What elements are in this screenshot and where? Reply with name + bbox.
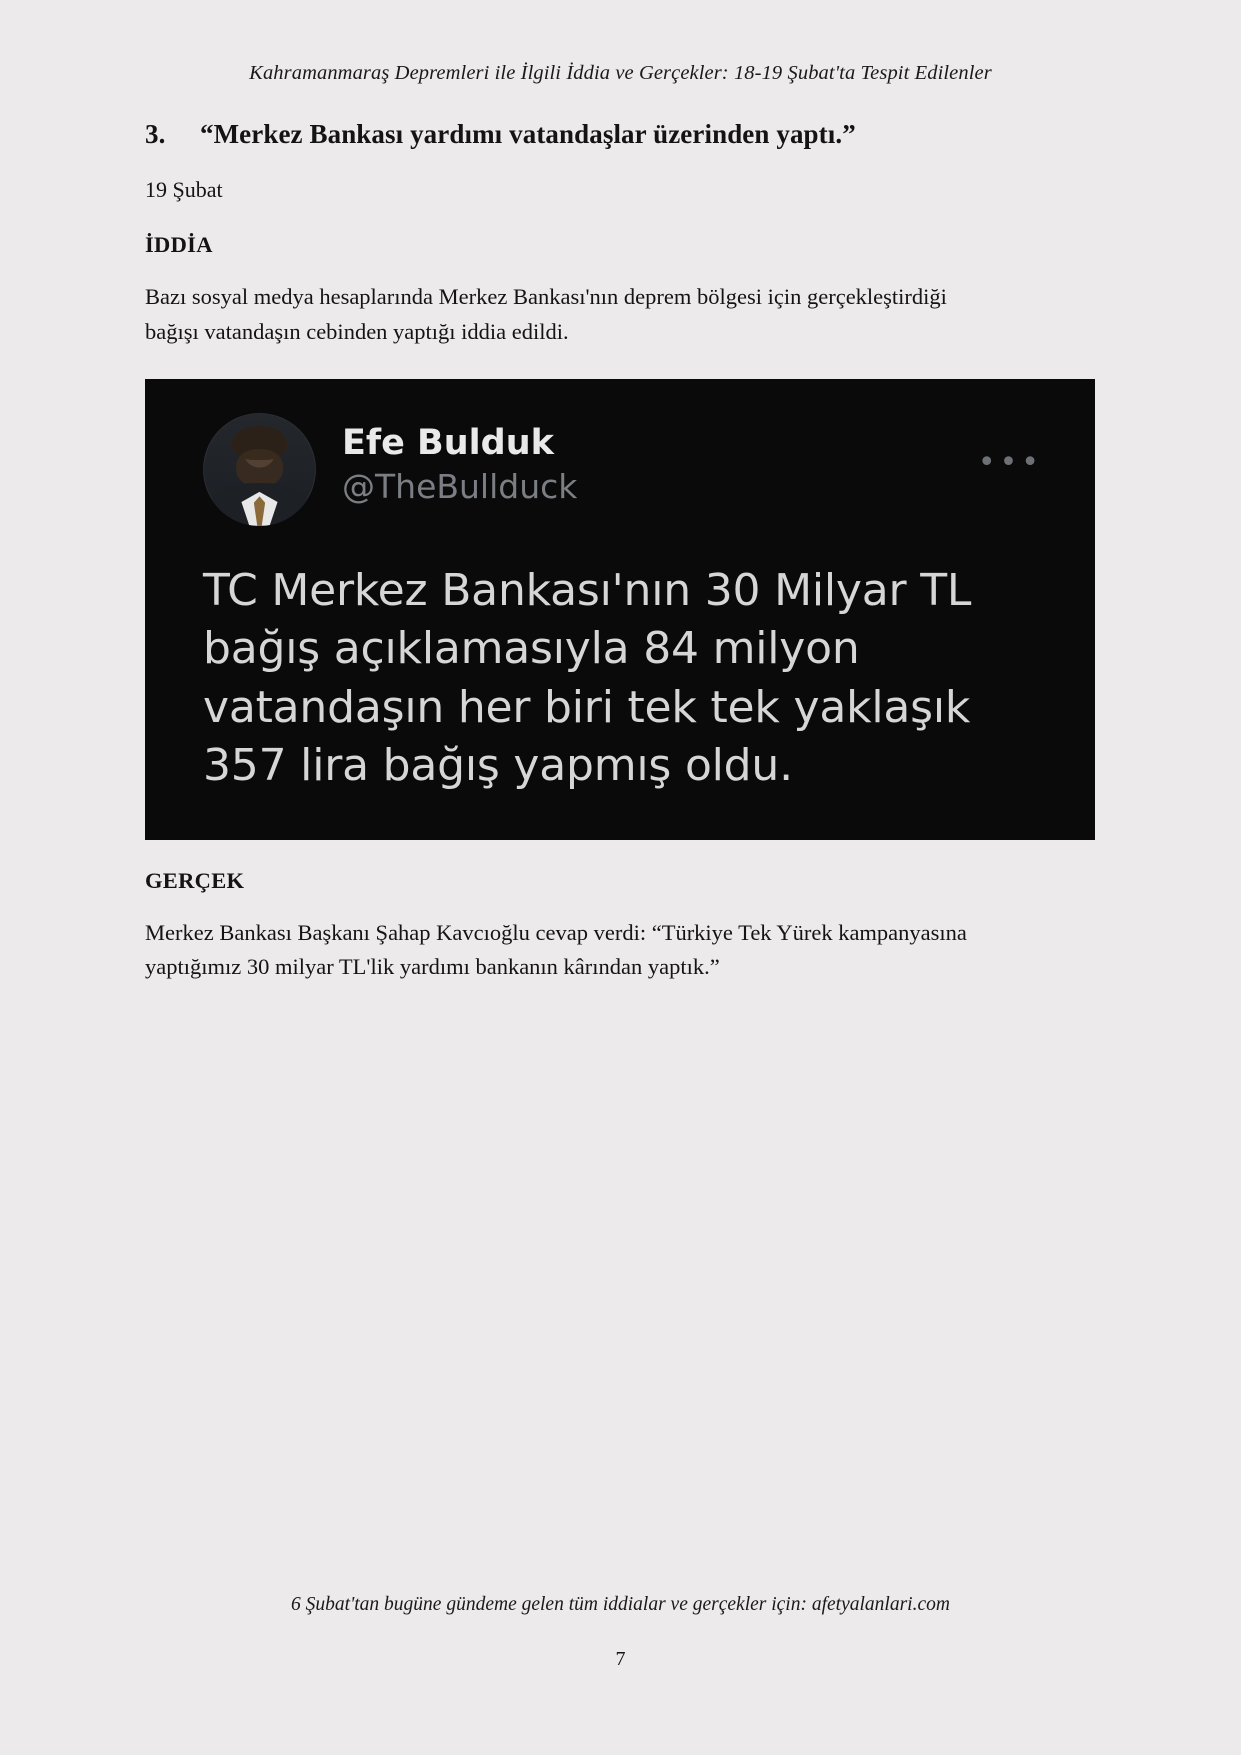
- fact-body-text: Merkez Bankası Başkanı Şahap Kavcıoğlu cevap verdi: “Türkiye Tek Yürek kampanyasına yaptığımız 30 milyar TL'lik yardımı bankanın kârından yaptık.”: [145, 919, 967, 979]
- fact-section-label: GERÇEK: [145, 867, 245, 893]
- page-content: [145, 118, 1096, 984]
- tweet-header: [175, 413, 1065, 526]
- page-number: 7: [615, 1648, 626, 1670]
- tweet-screenshot: [145, 379, 1095, 840]
- avatar: [203, 413, 316, 526]
- page-title: [145, 118, 1096, 152]
- claim-number: 3.: [145, 119, 166, 149]
- claim-section-label: İDDİA: [145, 232, 213, 258]
- tweet-body-text: TC Merkez Bankası'nın 30 Milyar TL bağış açıklamasıyla 84 milyon vatandaşın her biri tek tek yaklaşık 357 lira bağış yapmış oldu.: [203, 564, 972, 792]
- more-options-icon: •••: [977, 444, 1043, 480]
- tweet-identity: [342, 413, 577, 507]
- claim-body-text: Bazı sosyal medya hesaplarında Merkez Bankası'nın deprem bölgesi için gerçekleştirdiği bağışı vatandaşın cebinden yaptığı iddia edildi.: [145, 284, 947, 344]
- claim-title-text: “Merkez Bankası yardımı vatandaşlar üzerinden yaptı.”: [200, 119, 856, 149]
- tweet-handle: @TheBullduck: [342, 466, 578, 506]
- tweet-display-name: Efe Bulduk: [342, 422, 554, 463]
- running-head: Kahramanmaraş Depremleri ile İlgili İddia ve Gerçekler: 18-19 Şubat'ta Tespit Edilenler: [249, 62, 992, 84]
- avatar-beard: [236, 449, 283, 487]
- claim-date: 19 Şubat: [145, 176, 223, 202]
- footer-note: 6 Şubat'tan bugüne gündeme gelen tüm iddialar ve gerçekler için: afetyalanlari.com: [291, 1594, 950, 1615]
